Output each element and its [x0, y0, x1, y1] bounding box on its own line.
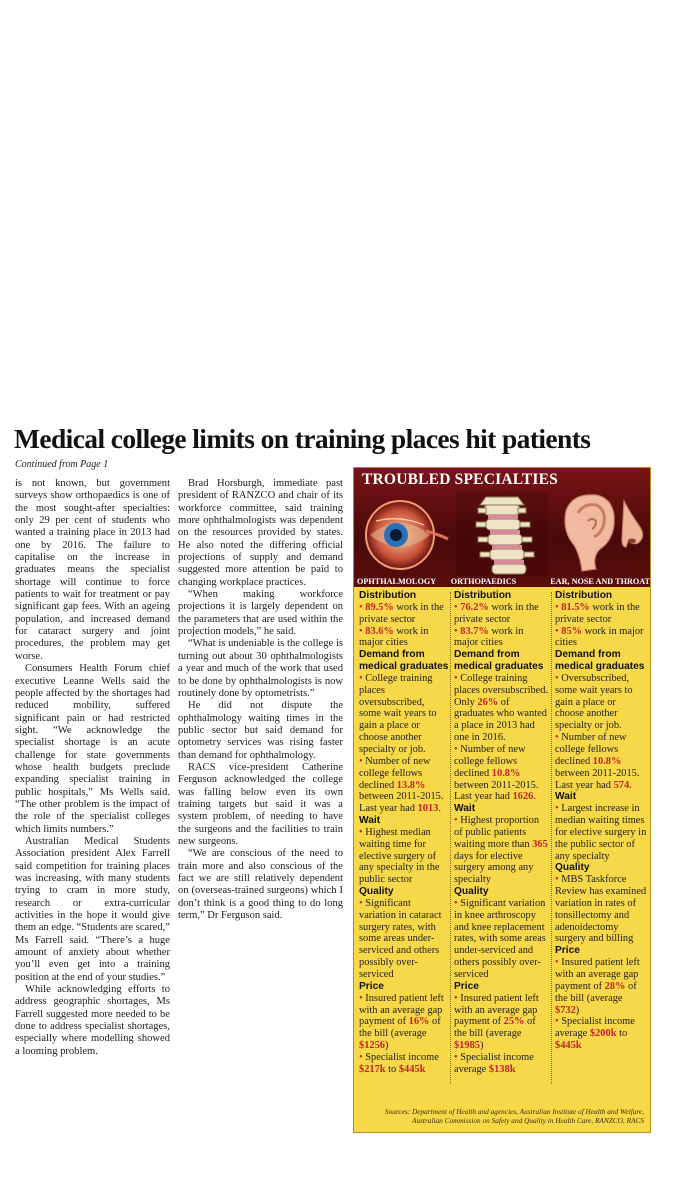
- bullet: • Highest proportion of public patients waiting more than 365 days for elective surgery among any specialty: [454, 815, 548, 886]
- paragraph: Consumers Health Forum chief executive Leanne Wells said the people affected by the shortages had reduced mobility, suffered significant pain or had restricted sight. “We acknowledge the specialist shortage is an acute challenge for state governments whose health budgets preclude expanding specialist training in public hospitals,” Ms Wells said. “The other problem is the impact of the role of the specialist colleges which limits numbers.”: [15, 663, 170, 835]
- section-heading: Distribution: [555, 590, 613, 601]
- eye-icon: [358, 491, 450, 576]
- bullet: • Significant variation in knee arthroscopy and knee replacement rates, with some areas under-serviced and others possibly over-serviced: [454, 897, 546, 980]
- section-heading: Wait: [359, 815, 381, 827]
- troubled-specialties-infobox: [353, 467, 651, 1133]
- article-column-1: [15, 478, 170, 1058]
- bullet: • Largest increase in median waiting times for elective surgery in the public sector of any specialty: [555, 803, 647, 862]
- paragraph: is not known, but government surveys show orthopaedics is one of the most sought-after specialties: only 29 per cent of students who wanted a training place in 2013 had one by 2016. The failure to capitalise on the increase in graduates means the specialist shortage will continue to force patients to wait for treatment or pay significant gap fees. With an ageing population, and increased demand for cataract surgery and joint procedures, the problem may get worse.: [15, 478, 170, 662]
- article-headline: Medical college limits on training places hit patients: [14, 423, 591, 454]
- bullet: • Specialist income $217k to $445k: [359, 1051, 439, 1075]
- bullet: • Significant variation in cataract surgery rates, with some areas under-serviced and others possibly over-serviced: [359, 897, 442, 980]
- section-heading: Demand from medical graduates: [555, 649, 645, 673]
- bullet: • Number of new college fellows declined 13.8% between 2011-2015. Last year had 1013.: [359, 755, 444, 815]
- paragraph: Brad Horsburgh, immediate past president of RANZCO and chair of its workforce committee, said training more ophthalmologists was dependent on the resources provided by states. He also noted the differing official projections of supply and demand suggested more attention be paid to changing workplace practices.: [178, 478, 343, 588]
- bullet: • Number of new college fellows declined 10.8% between 2011-2015. Last year had 1626.: [454, 743, 539, 803]
- bullet: • Specialist income average $200k to $445k: [555, 1016, 635, 1052]
- column-divider: [450, 592, 451, 1084]
- bullet: • Number of new college fellows declined 10.8% between 2011-2015. Last year had 574.: [555, 732, 640, 791]
- bullet: • College training places oversubscribed. Only 26% of graduates who wanted a place in 2013 had one in 2016.: [454, 672, 549, 744]
- label-orthopaedics: ORTHOPAEDICS: [450, 577, 517, 586]
- column-divider: [551, 592, 552, 1084]
- sources-credit: Sources: Department of Health and agencies, Australian Institute of Health and Welfare, Australian Commission on Safety and Quality in Health Care, RANZCO, RACS: [384, 1107, 644, 1125]
- label-ophthalmology: OPHTHALMOLOGY: [357, 577, 437, 586]
- paragraph: “We are conscious of the need to train more and also conscious of the fact we are still relatively dependent on (overseas-trained surgeons) which I don’t think is a good thing to do long term,” Dr Ferguson said.: [178, 848, 343, 922]
- paragraph: “What is undeniable is the college is turning out about 30 ophthalmologists a year and much of the work that used to be done by ophthalmologists is now routinely done by optometrists.”: [178, 638, 343, 699]
- bullet: • Insured patient left with an average gap payment of 28% of the bill (average $732): [555, 957, 640, 1016]
- spine-icon: [456, 491, 548, 576]
- section-heading: Distribution: [454, 590, 512, 601]
- paragraph: “When making workforce projections it is largely dependent on the parameters that are used within the projection models,” he said.: [178, 589, 343, 638]
- orthopaedics-column: [454, 590, 549, 1076]
- bullet: • Oversubscribed, some wait years to gain a place or choose another specialty or job.: [555, 672, 633, 732]
- ophthalmology-column: [359, 590, 449, 1076]
- bullet: • Insured patient left with an average gap payment of 16% of the bill (average $1256): [359, 992, 444, 1052]
- section-heading: Wait: [454, 803, 476, 815]
- bullet: • MBS Taskforce Review has examined variation in rates of tonsillectomy and adenoidectomy surgery and billing: [555, 874, 647, 945]
- ear-icon: [552, 491, 648, 576]
- continued-note: Continued from Page 1: [15, 459, 109, 470]
- bullet: • Highest median waiting time for elective surgery of any specialty in the public sector: [359, 826, 440, 886]
- section-heading: Distribution: [359, 590, 417, 601]
- infobox-title: TROUBLED SPECIALTIES: [362, 471, 558, 488]
- section-heading: Price: [555, 945, 580, 957]
- specialty-labels: [354, 576, 650, 587]
- section-heading: Quality: [359, 886, 394, 898]
- bullet: • 81.5% work in the private sector: [555, 601, 640, 625]
- bullet: • 83.7% work in major cities: [454, 625, 524, 649]
- section-heading: Price: [454, 980, 479, 992]
- article-column-2: [178, 478, 343, 922]
- paragraph: While acknowledging efforts to address geographic shortages, Ms Farrell suggested more needed to be done to address specialist shortages, especially where modelling showed a looming problem.: [15, 984, 170, 1057]
- bullet: • College training places oversubscribed, some wait years to gain a place or choose another specialty or job.: [359, 672, 437, 755]
- bullet: • 85% work in major cities: [555, 625, 644, 649]
- section-heading: Demand from medical graduates: [359, 649, 449, 673]
- bullet: • 89.5% work in the private sector: [359, 601, 444, 625]
- section-heading: Demand from medical graduates: [454, 649, 544, 673]
- section-heading: Quality: [454, 886, 489, 898]
- section-heading: Wait: [555, 791, 577, 803]
- paragraph: RACS vice-president Catherine Ferguson acknowledged the college was falling below even its own training targets but said it was a system problem, of needing to have the surgeons and the facilities to train new surgeons.: [178, 761, 343, 847]
- infobox-header: [354, 468, 650, 587]
- paragraph: He did not dispute the ophthalmology waiting times in the public sector but said demand for optometry services was rising faster than demand for ophthalmology.: [178, 700, 343, 761]
- bullet: • 76.2% work in the private sector: [454, 601, 539, 625]
- bullet: • 83.6% work in major cities: [359, 625, 429, 649]
- label-ent: EAR, NOSE AND THROAT: [550, 577, 650, 586]
- paragraph: Australian Medical Students Association president Alex Farrell said competition for training places was increasing, with many students trying to cram in more study, research or extra-curricular activities in the hope it would give them an edge. “Students are scared,” Ms Farrell said. “There’s a huge amount of anxiety about whether you’ll even get into a training position at the end of your studies.”: [15, 835, 170, 983]
- ent-column: [555, 590, 647, 1052]
- section-heading: Price: [359, 980, 384, 992]
- bullet: • Insured patient left with an average gap payment of 25% of the bill (average $1985): [454, 992, 539, 1052]
- section-heading: Quality: [555, 862, 590, 874]
- bullet: • Specialist income average $138k: [454, 1051, 534, 1075]
